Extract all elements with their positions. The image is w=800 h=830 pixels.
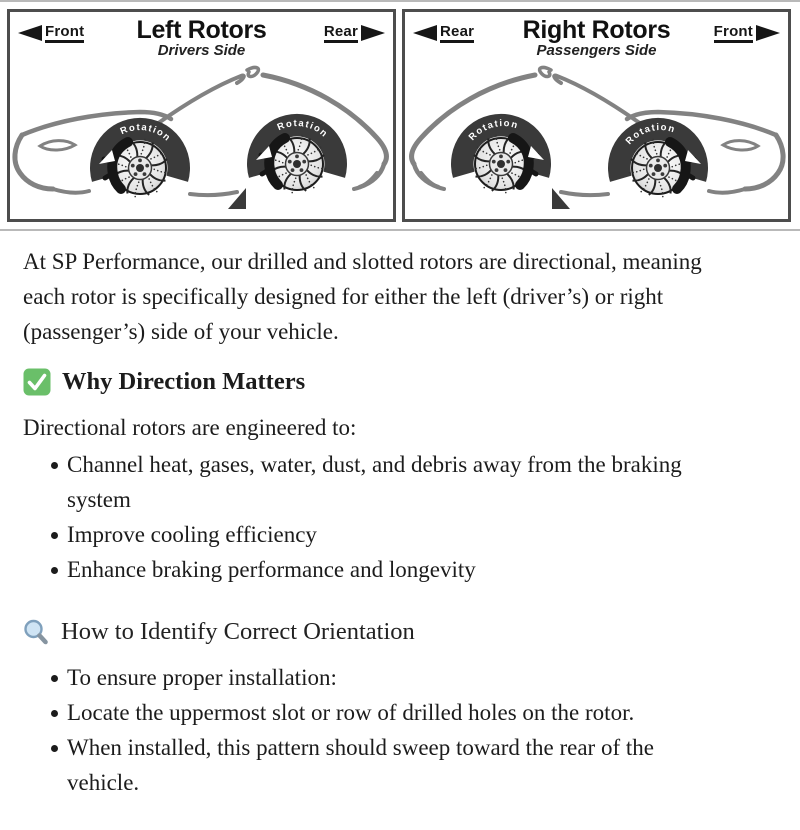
rotor-direction-diagram [0, 0, 800, 231]
rear-label: Rear [440, 23, 474, 43]
front-direction-indicator [692, 23, 780, 43]
section-heading-why-direction-matters [23, 363, 728, 400]
panel-subtitle: Passengers Side [536, 42, 657, 59]
article [0, 231, 800, 830]
magnifying-glass-icon [23, 617, 50, 647]
right-car-illustration [405, 61, 788, 219]
section-lead: Directional rotors are engineered to: [23, 415, 357, 440]
rotation-label: Rotation [623, 121, 677, 147]
rear-label: Rear [324, 23, 358, 43]
list-item: To ensure proper installation: [67, 660, 728, 695]
panel-title: Left Rotors [136, 16, 267, 44]
arrow-left-icon [413, 25, 437, 41]
right-panel-header [405, 12, 788, 59]
orientation-steps-list [23, 660, 728, 800]
panel-title: Right Rotors [522, 16, 671, 44]
arrow-right-icon [756, 25, 780, 41]
rotation-label: Rotation [118, 121, 174, 145]
rotation-label: Rotation [466, 117, 520, 143]
rotation-label: Rotation [275, 117, 331, 141]
section-title: Why Direction Matters [62, 368, 306, 395]
list-item: Locate the uppermost slot or row of drilled holes on the rotor. [67, 695, 728, 730]
arrow-right-icon [361, 25, 385, 41]
rear-direction-indicator [413, 23, 501, 43]
check-mark-icon [23, 368, 51, 396]
arrow-left-icon [18, 25, 42, 41]
left-panel-header [10, 12, 393, 59]
panel-subtitle: Drivers Side [157, 42, 246, 59]
list-item: When installed, this pattern should sweep toward the rear of the vehicle. [67, 730, 728, 800]
intro-paragraph: At SP Performance, our drilled and slotted rotors are directional, meaning each rotor is specifically designed for either the left (driver’s) or right (passenger’s) side of your vehicle. [23, 249, 702, 344]
left-car-illustration [10, 61, 393, 219]
left-panel-titles [106, 17, 297, 59]
list-item: Enhance braking performance and longevity [67, 552, 728, 587]
right-panel-titles [501, 17, 692, 59]
right-rotors-panel [402, 9, 791, 222]
list-item: Improve cooling efficiency [67, 517, 728, 552]
benefits-list [23, 447, 728, 587]
list-item: Channel heat, gases, water, dust, and debris away from the braking system [67, 447, 728, 517]
section-title: How to Identify Correct Orientation [61, 618, 415, 645]
front-label: Front [45, 23, 84, 43]
rear-direction-indicator [297, 23, 385, 43]
section-heading-identify-orientation [23, 613, 728, 650]
front-label: Front [714, 23, 753, 43]
front-direction-indicator [18, 23, 106, 43]
left-rotors-panel [7, 9, 396, 222]
